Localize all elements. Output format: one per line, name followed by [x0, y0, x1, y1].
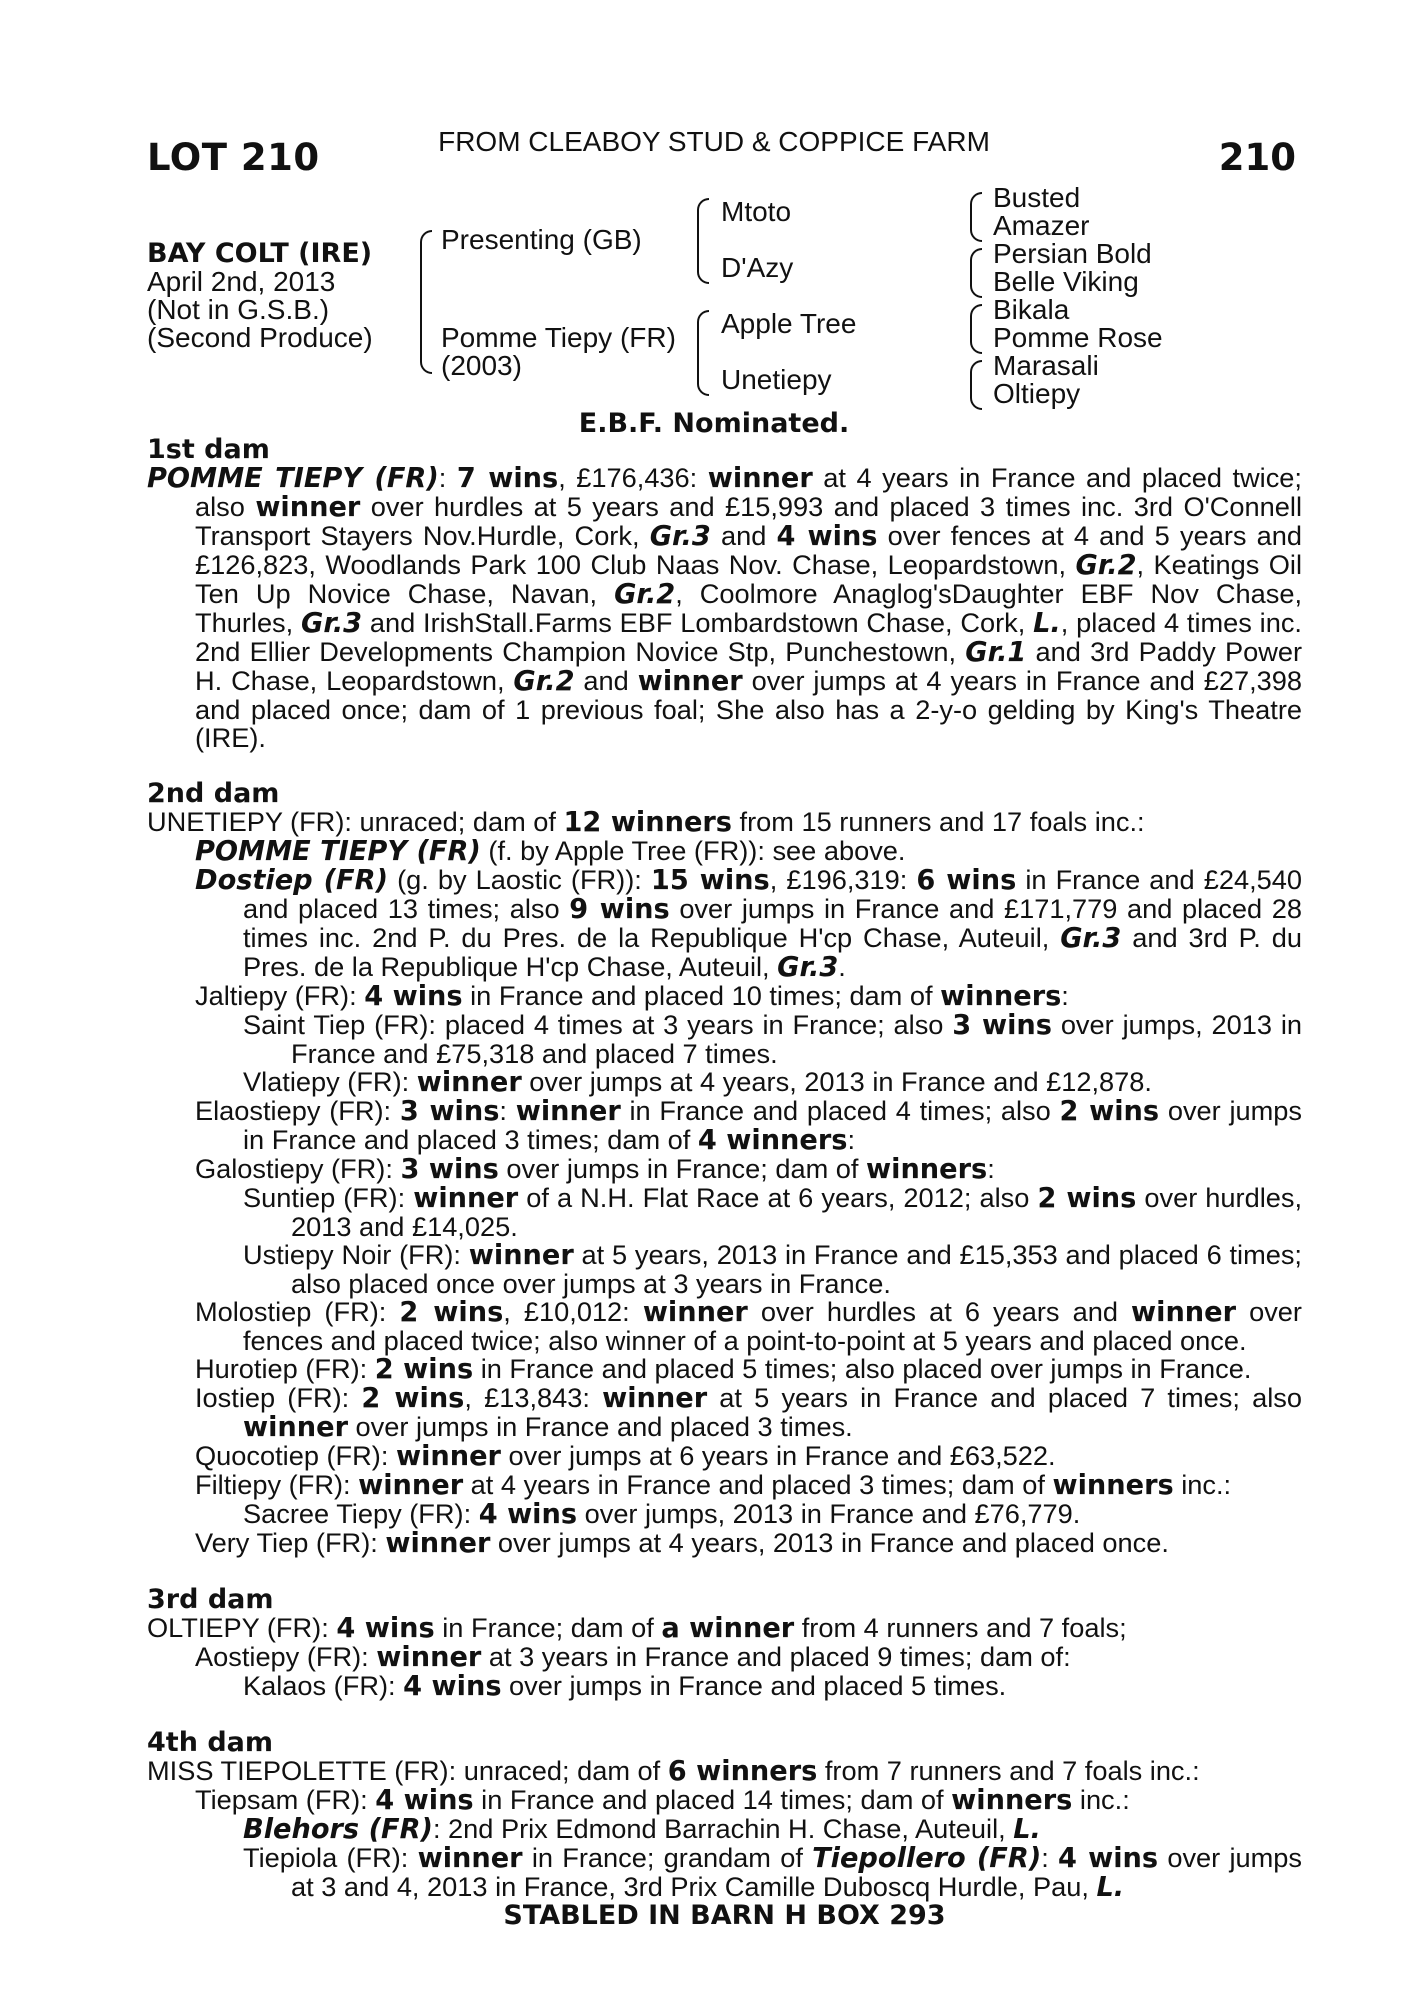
dam3-entry: OLTIEPY (FR): 4 wins in France; dam of a winner from 4 runners and 7 foals;: [147, 1612, 1127, 1644]
stabled-location: STABLED IN BARN H BOX 293: [503, 1900, 946, 1931]
ebf-nominated: E.B.F. Nominated.: [578, 408, 850, 439]
pedigree-sire: Presenting (GB): [441, 224, 642, 255]
pedigree-g8: Oltiepy: [993, 378, 1081, 409]
produce-entry: Molostiep (FR): 2 wins, £10,012: winner over hurdles at 6 years and winner over fences and placed twice; also winner of a point-to-point at 5 years and placed once.: [195, 1296, 1302, 1356]
section-4th-dam: 4th dam: [147, 1727, 273, 1758]
pedigree-dam-sire: Apple Tree: [721, 308, 857, 339]
produce-entry: Dostiep (FR) (g. by Laostic (FR)): 15 wins, £196,319: 6 wins in France and £24,540 and placed 13 times; also 9 wins over jumps in France and £171,779 and placed 28 times inc. 2nd P. du Pres. de la Republique H'cp Chase, Auteuil, Gr.3 and 3rd P. du Pres. de la Republique H'cp Chase, Auteuil, Gr.3.: [195, 864, 1302, 983]
pedigree-brace-1: [420, 230, 432, 374]
produce-entry: POMME TIEPY (FR) (f. by Apple Tree (FR)): see above.: [195, 835, 906, 867]
pedigree-brace-6: [970, 304, 982, 354]
pedigree-notes: [147, 436, 1302, 1930]
pedigree-g4: Belle Viking: [993, 266, 1139, 297]
produce-entry: Aostiepy (FR): winner at 3 years in France and placed 9 times; dam of:: [195, 1641, 1071, 1673]
section-3rd-dam: 3rd dam: [147, 1584, 274, 1615]
produce-entry: Elaostiepy (FR): 3 wins: winner in France and placed 4 times; also 2 wins over jumps in France and placed 3 times; dam of 4 winners:: [195, 1095, 1303, 1156]
pedigree-g1: Busted: [993, 182, 1081, 213]
dam1-entry: POMME TIEPY (FR): 7 wins, £176,436: winner at 4 years in France and placed twice; also winner over hurdles at 5 years and £15,993 and placed 3 times inc. 3rd O'Connell Transport Stayers Nov.Hurdle, Cork, Gr.3 and 4 wins over fences at 4 and 5 years and £126,823, Woodlands Park 100 Club Naas Nov. Chase, Leopardstown, Gr.2, Keatings Oil Ten Up Novice Chase, Navan, Gr.2, Coolmore Anaglog'sDaughter EBF Nov Chase, Thurles, Gr.3 and IrishStall.Farms EBF Lombardstown Chase, Cork, L., placed 4 times inc. 2nd Ellier Developments Champion Novice Stp, Punchestown, Gr.1 and 3rd Paddy Power H. Chase, Leopardstown, Gr.2 and winner over jumps at 4 years in France and £27,398 and placed once; dam of 1 previous foal; She also has a 2-y-o gelding by King's Theatre (IRE).: [147, 462, 1303, 753]
lot-number: 210: [1218, 136, 1296, 179]
section-2nd-dam: 2nd dam: [147, 778, 280, 809]
pedigree-sire-sire: Mtoto: [721, 196, 792, 227]
section-1st-dam: 1st dam: [147, 434, 270, 465]
horse-name: BAY COLT (IRE): [147, 238, 373, 269]
produce-entry: Kalaos (FR): 4 wins over jumps in France and placed 5 times.: [243, 1670, 1007, 1702]
pedigree-brace-5: [970, 248, 982, 298]
produce-entry: Ustiepy Noir (FR): winner at 5 years, 2013 in France and £15,353 and placed 6 times; also placed once over jumps at 3 years in France.: [243, 1239, 1302, 1299]
produce-entry: Suntiep (FR): winner of a N.H. Flat Race at 6 years, 2012; also 2 wins over hurdles, 2013 and £14,025.: [243, 1182, 1303, 1242]
pedigree-brace-4: [970, 192, 982, 242]
produce-entry: Tiepsam (FR): 4 wins in France and placed 14 times; dam of winners inc.:: [195, 1784, 1130, 1816]
pedigree-brace-2: [697, 198, 709, 284]
pedigree-dam: Pomme Tiepy (FR): [441, 322, 676, 353]
horse-gsb: (Not in G.S.B.): [147, 294, 330, 325]
produce-entry: Blehors (FR): 2nd Prix Edmond Barrachin H. Chase, Auteuil, L.: [243, 1813, 1041, 1845]
produce-entry: Tiepiola (FR): winner in France; grandam of Tiepollero (FR): 4 wins over jumps at 3 and 4, 2013 in France, 3rd Prix Camille Duboscq Hurdle, Pau, L.: [243, 1842, 1302, 1903]
pedigree-g3: Persian Bold: [993, 238, 1152, 269]
lot-label: LOT 210: [147, 136, 320, 179]
pedigree-g6: Pomme Rose: [993, 322, 1163, 353]
pedigree-brace-3: [697, 310, 709, 396]
pedigree-brace-7: [970, 360, 982, 410]
vendor-line: FROM CLEABOY STUD & COPPICE FARM: [438, 126, 990, 157]
produce-entry: Galostiepy (FR): 3 wins over jumps in France; dam of winners:: [195, 1153, 995, 1185]
pedigree-g7: Marasali: [993, 350, 1099, 381]
horse-produce: (Second Produce): [147, 322, 373, 353]
horse-dob: April 2nd, 2013: [147, 266, 336, 297]
dam4-entry: MISS TIEPOLETTE (FR): unraced; dam of 6 winners from 7 runners and 7 foals inc.:: [147, 1755, 1200, 1787]
dam2-entry: UNETIEPY (FR): unraced; dam of 12 winners from 15 runners and 17 foals inc.:: [147, 806, 1145, 838]
produce-entry: Sacree Tiepy (FR): 4 wins over jumps, 2013 in France and £76,779.: [243, 1498, 1081, 1530]
produce-entry: Quocotiep (FR): winner over jumps at 6 years in France and £63,522.: [195, 1440, 1056, 1472]
produce-entry: Very Tiep (FR): winner over jumps at 4 years, 2013 in France and placed once.: [195, 1527, 1169, 1559]
pedigree-sire-dam: D'Azy: [721, 252, 794, 283]
produce-entry: Iostiep (FR): 2 wins, £13,843: winner at 5 years in France and placed 7 times; also winner over jumps in France and placed 3 times.: [195, 1382, 1302, 1443]
produce-entry: Jaltiepy (FR): 4 wins in France and placed 10 times; dam of winners:: [195, 980, 1069, 1012]
produce-entry: Hurotiep (FR): 2 wins in France and placed 5 times; also placed over jumps in France.: [195, 1353, 1252, 1385]
produce-entry: Filtiepy (FR): winner at 4 years in France and placed 3 times; dam of winners inc.:: [195, 1469, 1232, 1501]
pedigree-dam-year: (2003): [441, 350, 522, 381]
produce-entry: Vlatiepy (FR): winner over jumps at 4 years, 2013 in France and £12,878.: [243, 1066, 1152, 1098]
pedigree-g2: Amazer: [993, 210, 1090, 241]
pedigree-g5: Bikala: [993, 294, 1070, 325]
pedigree-dam-dam: Unetiepy: [721, 364, 832, 395]
produce-entry: Saint Tiep (FR): placed 4 times at 3 years in France; also 3 wins over jumps, 2013 in France and £75,318 and placed 7 times.: [243, 1009, 1303, 1069]
